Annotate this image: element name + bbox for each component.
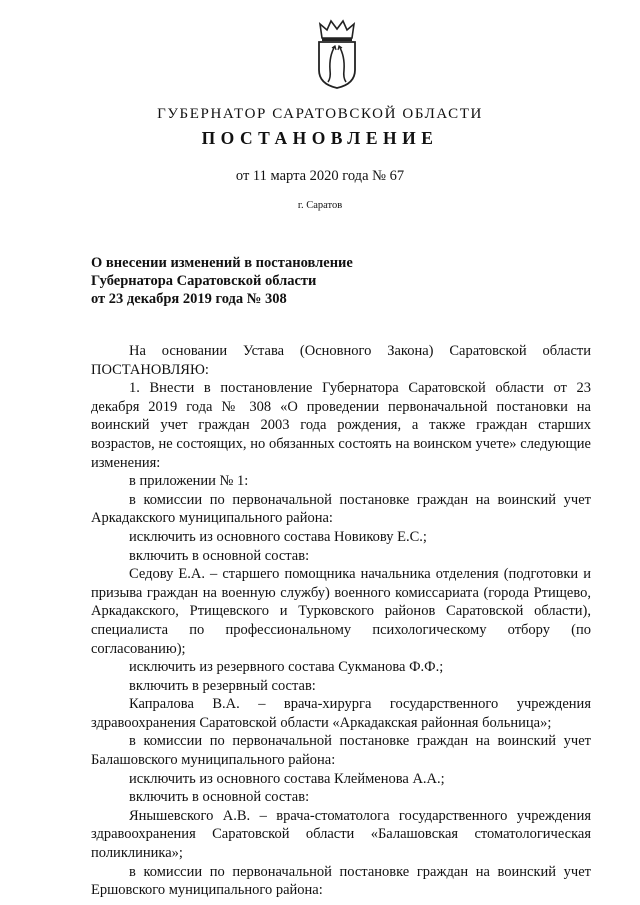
document-date-number: от 11 марта 2020 года № 67 (235, 168, 405, 184)
kapralova-paragraph: Капралова В.А. – врача-хирурга государственного учреждения здравоохранения Саратовской области «Аркадакская районная больница»; (91, 696, 591, 731)
arkadak-commission-paragraph: в комиссии по первоначальной постановке граждан на воинский учет Аркадакского муниципального района: (91, 491, 591, 527)
document-city: г. Саратов (297, 200, 343, 211)
document-body (91, 342, 591, 900)
issuing-authority: ГУБЕРНАТОР САРАТОВСКОЙ ОБЛАСТИ (157, 106, 483, 122)
item-1-paragraph: 1. Внести в постановление Губернатора Саратовской области от 23 декабря 2019 года № 308 «О проведении первоначальной постановки на воинский учет граждан 2003 года рождения, а также граждан старших возрастов, не состоящих, но обязанных состоять на воинском учете» следующие изменения: (91, 380, 591, 471)
preamble-paragraph: На основании Устава (Основного Закона) Саратовской области ПОСТАНОВЛЯЮ: (91, 343, 591, 378)
ershov-commission-paragraph: в комиссии по первоначальной постановке граждан на воинский учет Ершовского муниципального района: (91, 863, 591, 899)
balashov-commission-paragraph: в комиссии по первоначальной постановке граждан на воинский учет Балашовского муниципального района: (91, 733, 591, 769)
subject-line-2: Губернатора Саратовской области (91, 273, 317, 289)
sedova-paragraph: Седову Е.А. – старшего помощника начальника отделения (подготовки и призыва граждан на военную службу) военного комиссариата (города Ртищево, Аркадакского, Ртищевского и Турковского районов Саратовской области), специалиста по профессиональному психологическому отбору (по согласованию); (91, 566, 591, 657)
include-reserve-paragraph: включить в резервный состав: (129, 677, 316, 694)
subject-line-1: О внесении изменений в постановление (91, 255, 353, 271)
exclude-main-novikova-paragraph: исключить из основного состава Новикову Е.С.; (129, 528, 427, 545)
subject-line-3: от 23 декабря 2019 года № 308 (91, 291, 287, 307)
yanyshevsky-paragraph: Янышевского А.В. – врача-стоматолога государственного учреждения здравоохранения Саратовской области «Балашовская стоматологическая поликлиника»; (91, 807, 591, 862)
exclude-main-kleymenova-paragraph: исключить из основного состава Клейменова А.А.; (129, 770, 445, 787)
include-main-paragraph-2: включить в основной состав: (129, 789, 310, 806)
saratov-coat-of-arms-icon (314, 18, 360, 90)
exclude-reserve-sukmanov-paragraph: исключить из резервного состава Сукманова Ф.Ф.; (129, 659, 444, 676)
include-main-paragraph: включить в основной состав: (129, 547, 310, 564)
appendix-paragraph: в приложении № 1: (129, 473, 249, 490)
document-type: ПОСТАНОВЛЕНИЕ (201, 128, 439, 148)
document-subject (91, 254, 353, 308)
